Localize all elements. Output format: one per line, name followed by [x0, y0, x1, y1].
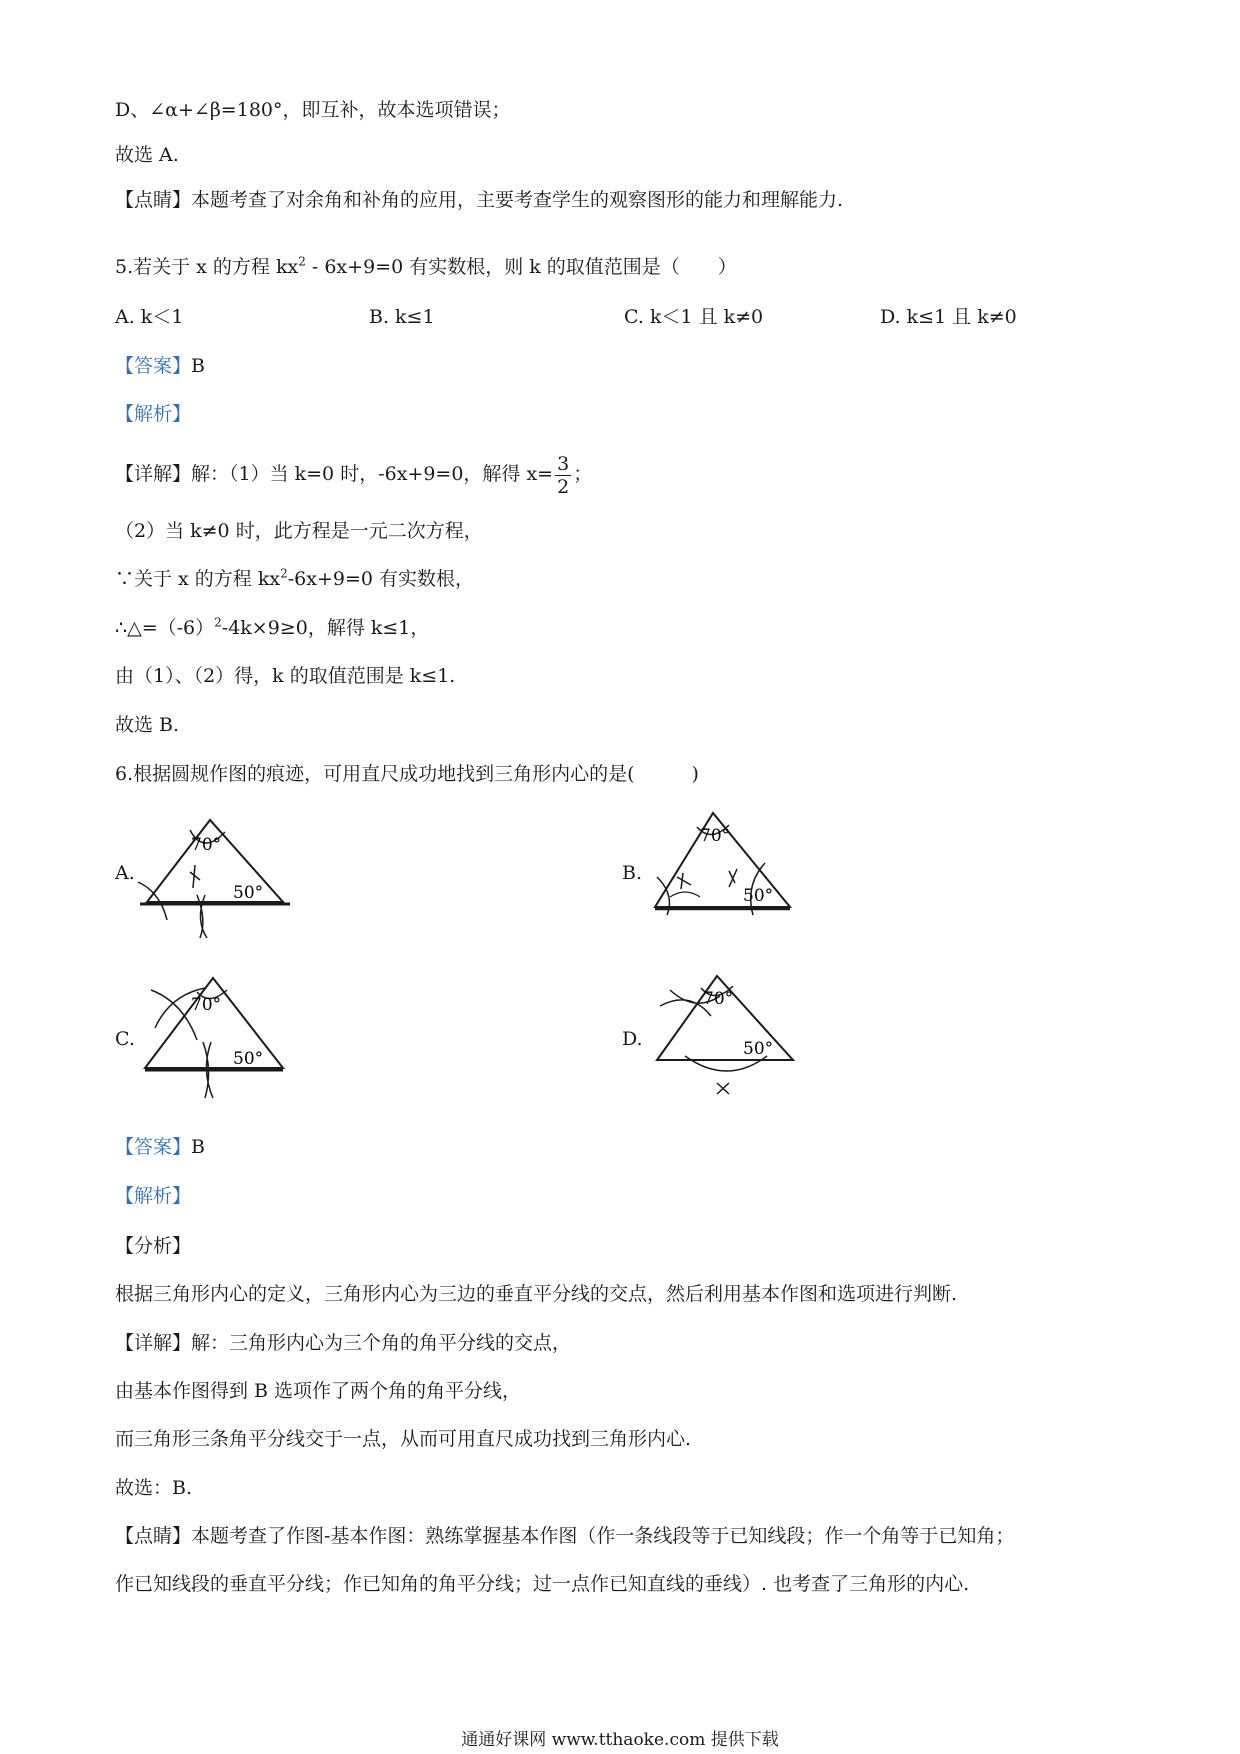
option-a: A. k＜1 — [115, 306, 184, 328]
analysis-tag: 【解析】 — [115, 403, 192, 425]
detail-text-a: 【详解】解：（1）当 k=0 时，-6x+9=0，解得 x= — [115, 463, 554, 485]
angle-70-label: 70° — [700, 826, 731, 846]
analysis-tag: 【解析】 — [115, 1185, 192, 1207]
because-line — [115, 565, 474, 593]
figure-d-label: D. — [622, 1028, 643, 1050]
fraction-numerator: 3 — [557, 452, 570, 475]
answer-tag: 【答案】 — [115, 355, 192, 377]
text-line: 而三角形三条角平分线交于一点，从而可用直尺成功找到三角形内心. — [115, 1428, 692, 1450]
figure-a-label: A. — [115, 862, 135, 884]
option-b: B. k≤1 — [369, 306, 435, 328]
analysis-heading: 【分析】 — [115, 1235, 192, 1257]
therefore-text-b: -4k×9≥0，解得 k≤1， — [221, 617, 430, 639]
triangle-figure-b — [645, 805, 795, 945]
pointer-note: 【点睛】本题考查了作图-基本作图：熟练掌握基本作图（作一条线段等于已知线段；作一个角等于已知角； — [115, 1525, 1015, 1547]
triangle-figure-d — [645, 968, 795, 1108]
pointer-note: 【点睛】本题考查了对余角和补角的应用，主要考查学生的观察图形的能力和理解能力. — [115, 189, 844, 211]
fraction-denominator: 2 — [557, 475, 570, 498]
text-line: 故选：B. — [115, 1477, 193, 1499]
text-line: 由（1）、（2）得，k 的取值范围是 k≤1. — [115, 665, 456, 687]
detail-text-b: ； — [573, 463, 593, 485]
text-line: D、∠α+∠β=180°，即互补，故本选项错误； — [115, 99, 511, 121]
pointer-note: 作已知线段的垂直平分线；作已知角的角平分线；过一点作已知直线的垂线）. 也考查了三角形的内心. — [115, 1573, 970, 1595]
exponent: 2 — [298, 254, 306, 269]
option-c: C. k＜1 且 k≠0 — [624, 306, 764, 328]
text-line: 故选 A. — [115, 144, 179, 166]
triangle-figure-a — [135, 810, 295, 950]
triangle-figure-c — [135, 970, 295, 1100]
text-line: 故选 B. — [115, 714, 180, 736]
angle-50-label: 50° — [233, 1049, 264, 1069]
therefore-line — [115, 614, 429, 642]
text-line: 由基本作图得到 B 选项作了两个角的角平分线， — [115, 1380, 522, 1402]
because-text-a: ∵关于 x 的方程 kx — [115, 568, 281, 590]
therefore-text-a: ∴△=（-6） — [115, 617, 215, 639]
option-d: D. k≤1 且 k≠0 — [880, 306, 1017, 328]
figure-c-label: C. — [115, 1028, 135, 1050]
exponent: 2 — [214, 615, 222, 630]
detail-line: 【详解】解：三角形内心为三个角的角平分线的交点， — [115, 1332, 572, 1354]
question-5 — [115, 253, 737, 281]
angle-70-label: 70° — [191, 835, 222, 855]
answer-value: B — [191, 1136, 205, 1158]
angle-50-label: 50° — [743, 886, 774, 906]
angle-50-label: 50° — [743, 1039, 774, 1059]
angle-70-label: 70° — [703, 989, 734, 1009]
fraction — [555, 453, 571, 498]
answer-line — [115, 1133, 205, 1161]
angle-70-label: 70° — [191, 995, 222, 1015]
text-line: （2）当 k≠0 时，此方程是一元二次方程， — [115, 520, 483, 542]
angle-50-label: 50° — [233, 883, 264, 903]
figure-b-label: B. — [622, 862, 643, 884]
answer-tag: 【答案】 — [115, 1136, 192, 1158]
question-5-text-b: - 6x+9=0 有实数根，则 k 的取值范围是（ ） — [305, 256, 737, 278]
question-5-text-a: 5.若关于 x 的方程 kx — [115, 256, 299, 278]
answer-value: B — [191, 355, 205, 377]
exponent: 2 — [280, 566, 288, 581]
page-footer: 通通好课网 www.tthaoke.com 提供下载 — [461, 1730, 779, 1750]
because-text-b: -6x+9=0 有实数根， — [287, 568, 474, 590]
question-6: 6.根据圆规作图的痕迹，可用直尺成功地找到三角形内心的是( ) — [115, 763, 699, 785]
answer-line — [115, 352, 205, 380]
detail-line — [115, 446, 592, 502]
analysis-text: 根据三角形内心的定义，三角形内心为三边的垂直平分线的交点，然后利用基本作图和选项进行判断. — [115, 1283, 958, 1305]
